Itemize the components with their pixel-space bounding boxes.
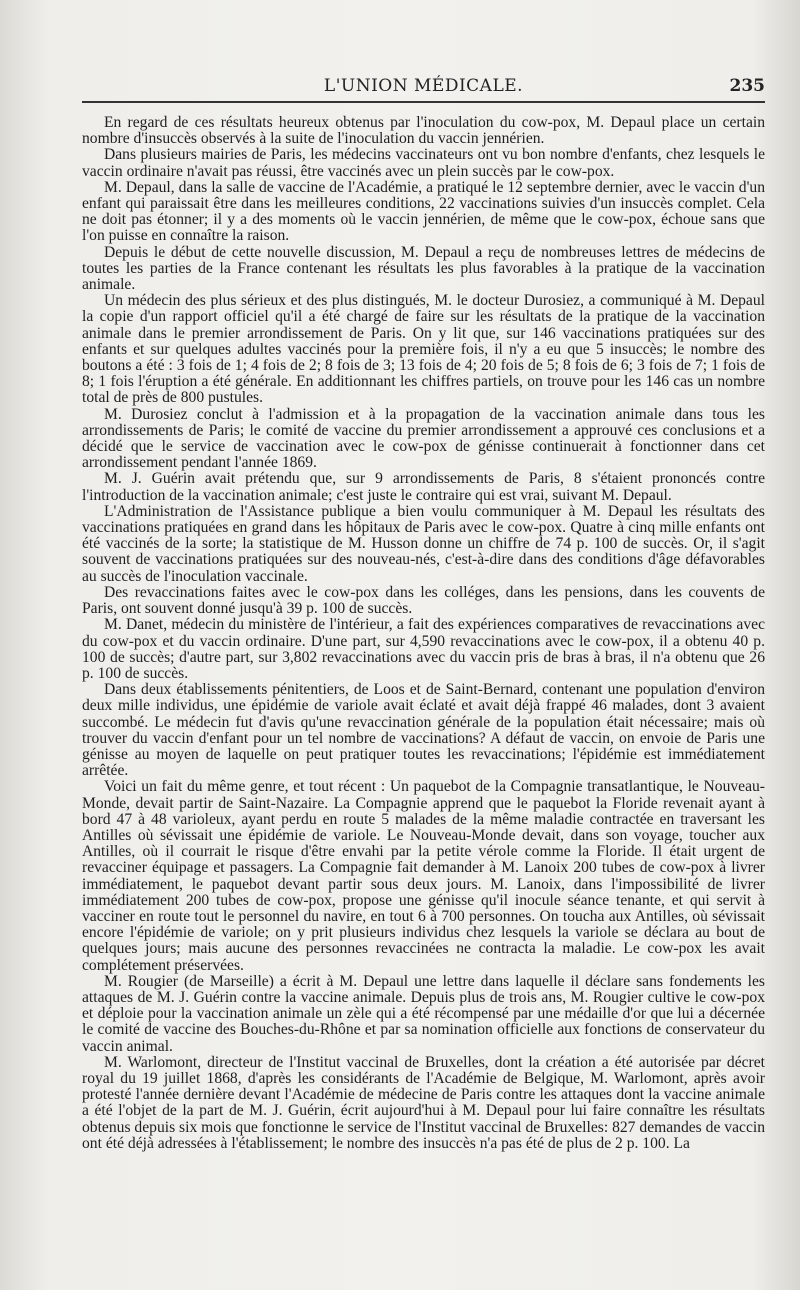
paragraph: M. Depaul, dans la salle de vaccine de l'Académie, a pratiqué le 12 septembre dernier, avec le vaccin d'un enfant qui paraissait être dans les meilleures conditions, 22 vaccinations suivies d'un insuccès complet. Cela ne doit pas étonner; il y a des moments où le vaccin jennérien, de même que le cow-pox, échoue sans que l'on puisse en connaître la raison. [82, 178, 765, 245]
paragraph: M. Durosiez conclut à l'admission et à la propagation de la vaccination animale dans tous les arrondissements de Paris; le comité de vaccine du premier arrondissement a approuvé ces conclusions et a décidé que le service de vaccination avec le cow-pox de génisse continuerait à fonctionner dans cet arrondissement pendant l'année 1869. [82, 405, 765, 472]
body-text [82, 115, 765, 1152]
paragraph: M. Rougier (de Marseille) a écrit à M. Depaul une lettre dans laquelle il déclare sans fondements les attaques de M. J. Guérin contre la vaccine animale. Depuis plus de trois ans, M. Rougier cultive le cow-pox et déploie pour la vaccination animale un zèle qui a été récompensé par une médaille d'or que lui a décernée le comité de vaccine des Bouches-du-Rhône et par sa nomination officielle aux fonctions de conservateur du vaccin animal. [82, 972, 765, 1055]
paragraph: Dans deux établissements pénitentiers, de Loos et de Saint-Bernard, contenant une population d'environ deux mille individus, une épidémie de variole avait éclaté et avait déjà frappé 46 malades, dont 3 avaient succombé. Le médecin fut d'avis qu'une revaccination générale de la population était nécessaire; mais où trouver du vaccin d'enfant pour un tel nombre de vaccinations? A défaut de vaccin, on envoie de Paris une génisse au moyen de laquelle on peut pratiquer toutes les revaccinations; l'épidémie est immédiatement arrêtée. [82, 681, 765, 780]
header-rule [82, 101, 765, 103]
paragraph: Voici un fait du même genre, et tout récent : Un paquebot de la Compagnie transatlantique, le Nouveau-Monde, devait partir de Saint-Nazaire. La Compagnie apprend que le paquebot la Floride revenait ayant à bord 47 à 48 varioleux, ayant perdu en route 5 malades de la même maladie contractée en traversant les Antilles où sévissait une épidémie de variole. Le Nouveau-Monde devait, dans son voyage, toucher aux Antilles, où il courrait le risque d'être envahi par la petite vérole comme la Floride. Il était urgent de revacciner équipage et passagers. La Compagnie fait demander à M. Lanoix 200 tubes de cow-pox à livrer immédiatement, le paquebot devant partir sous deux jours. M. Lanoix, dans l'impossibilité de livrer immédiatement 200 tubes de cow-pox, propose une génisse qu'il inocule séance tenante, et qui servit à vacciner en route tout le personnel du navire, en tout 6 à 700 personnes. On toucha aux Antilles, où sévissait encore l'épidémie de variole; on y prit plusieurs individus chez lesquels la variole se déclara au bout de quelques jours; mais aucune des personnes revaccinées ne contracta la maladie. Le cow-pox les avait complétement préservées. [82, 778, 765, 974]
paragraph: M. Warlomont, directeur de l'Institut vaccinal de Bruxelles, dont la création a été autorisée par décret royal du 19 juillet 1868, d'après les considérants de l'Académie de Belgique, M. Warlomont, après avoir protesté l'année dernière devant l'Académie de médecine de Paris contre les attaques dont la vaccine animale a été l'objet de la part de M. J. Guérin, écrit aujourd'hui à M. Depaul pour lui faire connaître les résultats obtenus depuis six mois que fonctionne le service de l'Institut vaccinal de Bruxelles: 827 demandes de vaccin ont été déjà adressées à l'établissement; le nombre des insuccès n'a pas été de plus de 2 p. 100. La [82, 1053, 765, 1152]
paragraph: L'Administration de l'Assistance publique a bien voulu communiquer à M. Depaul les résultats des vaccinations pratiquées en grand dans les hôpitaux de Paris avec le cow-pox. Quatre à cinq mille enfants ont été vaccinés de la sorte; la statistique de M. Husson donne un chiffre de 74 p. 100 de succès. Or, il s'agit souvent de vaccinations pratiquées sur des nouveau-nés, c'est-à-dire dans des conditions d'âge défavorables au succès de l'inoculation vaccinale. [82, 502, 765, 585]
paragraph: Dans plusieurs mairies de Paris, les médecins vaccinateurs ont vu bon nombre d'enfants, chez lesquels le vaccin ordinaire n'avait pas réussi, être vaccinés avec un plein succès par le cow-pox. [82, 146, 765, 180]
paragraph: En regard de ces résultats heureux obtenus par l'inoculation du cow-pox, M. Depaul place un certain nombre d'insuccès observés à la suite de l'inoculation du vaccin jennérien. [82, 114, 765, 148]
paragraph: Des revaccinations faites avec le cow-pox dans les colléges, dans les pensions, dans les couvents de Paris, ont souvent donné jusqu'à 39 p. 100 de succès. [82, 583, 765, 618]
paragraph: Un médecin des plus sérieux et des plus distingués, M. le docteur Durosiez, a communiqué à M. Depaul la copie d'un rapport officiel qu'il a été chargé de faire sur les résultats de la pratique de la vaccination animale dans le premier arrondissement de Paris. On y lit que, sur 146 vaccinations pratiquées sur des enfants et sur quelques adultes vaccinés pour la première fois, il n'y a eu que 5 insuccès; le nombre des boutons a été : 3 fois de 1; 4 fois de 2; 8 fois de 3; 13 fois de 4; 20 fois de 5; 8 fois de 6; 3 fois de 7; 1 fois de 8; 1 fois l'éruption a été générale. En additionnant les chiffres partiels, on trouve pour les 146 cas un nombre total de près de 800 pustules. [82, 292, 765, 407]
paragraph: Depuis le début de cette nouvelle discussion, M. Depaul a reçu de nombreuses lettres de médecins de toutes les parties de la France contenant les résultats les plus favorables à la pratique de la vaccination animale. [82, 243, 765, 294]
page-number: 235 [729, 76, 765, 96]
paragraph: M. J. Guérin avait prétendu que, sur 9 arrondissements de Paris, 8 s'étaient prononcés contre l'introduction de la vaccination animale; c'est juste le contraire qui est vrai, suivant M. Depaul. [82, 470, 765, 504]
paragraph: M. Danet, médecin du ministère de l'intérieur, a fait des expériences comparatives de revaccinations avec du cow-pox et du vaccin ordinaire. D'une part, sur 4,590 revaccinations avec le cow-pox, il a obtenu 40 p. 100 de succès; d'autre part, sur 3,802 revaccinations avec du vaccin pris de bras à bras, il n'a obtenu que 26 p. 100 de succès. [82, 616, 765, 682]
running-title: L'UNION MÉDICALE. [323, 76, 524, 96]
page-header [82, 76, 765, 98]
